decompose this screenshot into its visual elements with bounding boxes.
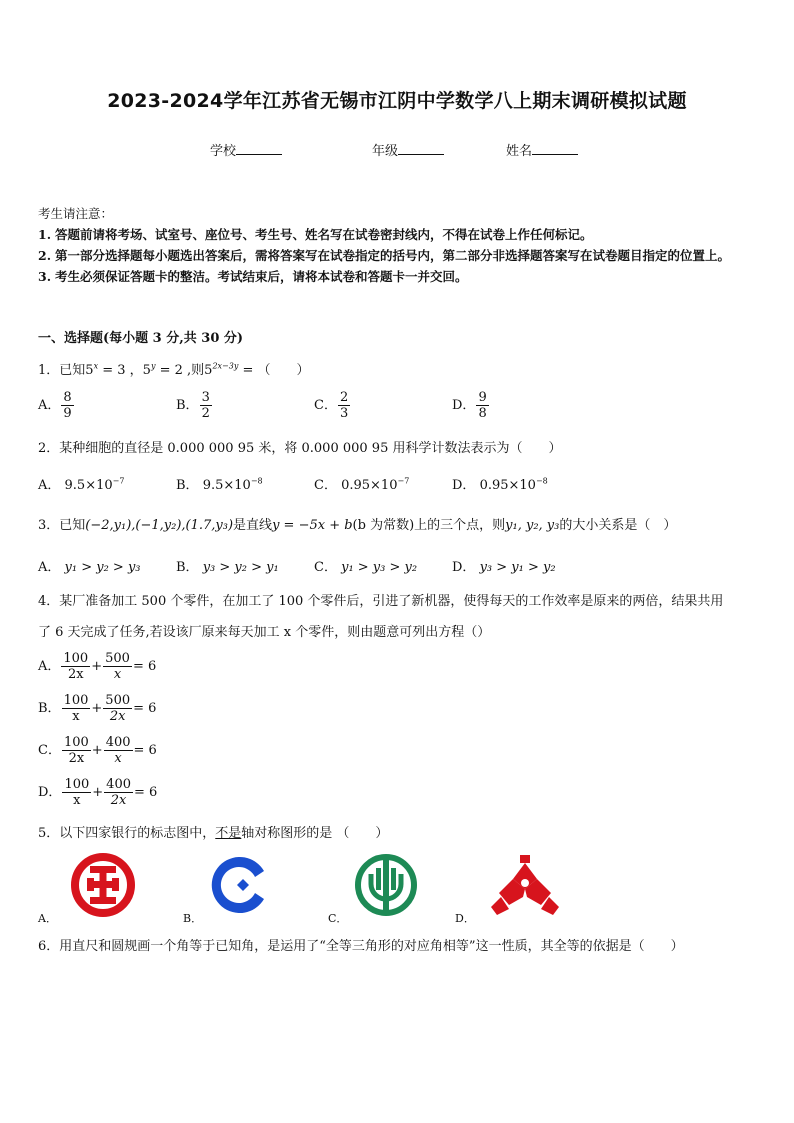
- q3-option-b[interactable]: B． y₃ > y₂ > y₁: [176, 560, 279, 575]
- q2-option-b[interactable]: B． $9.5\times 10^{-8}$: [176, 476, 263, 493]
- q4-option-c[interactable]: C． $\frac{100}{2x}$ + $\frac{400}{x}= 6$: [38, 735, 157, 766]
- q5-option-c[interactable]: C．: [328, 912, 348, 925]
- question-2: 2．某种细胞的直径是 0.000 000 95 米，将 0.000 000 95 用科学计数法表示为（ ）: [38, 441, 562, 456]
- q5-option-b[interactable]: B．: [183, 912, 203, 925]
- q2-option-a[interactable]: A． $9.5\times 10^{-7}$: [38, 476, 125, 493]
- q3-option-c[interactable]: C． y₁ > y₃ > y₂: [314, 560, 418, 575]
- page-title: 2023-2024学年江苏省无锡市江阴中学数学八上期末调研模拟试题: [107, 90, 687, 112]
- question-4: 4．某厂准备加工 500 个零件，在加工了 100 个零件后，引进了新机器，使得每天的工作效率是原来的两倍，结果共用 了 6 天完成了任务,若设该厂原来每天加工 x 个零件，则由题意可列出方程（）: [38, 594, 724, 640]
- q1-option-b[interactable]: B． $\frac{3}{2}$: [176, 390, 210, 421]
- question-1: 1．已知$5^x = 3$ ，$5^y = 2$ ,则$5^{2x-3y}$ = （ ）: [38, 361, 310, 378]
- q4-option-a[interactable]: A． $\frac{100}{2x}$ + $\frac{500}{x}= 6$: [38, 651, 157, 682]
- q1-option-a[interactable]: A． $\frac{8}{9}$: [38, 390, 72, 421]
- ccb-logo-icon: [211, 853, 275, 917]
- question-6: 6．用直尺和圆规画一个角等于已知角，是运用了“全等三角形的对应角相等”这一性质，其全等的依据是（ ）: [38, 939, 684, 954]
- abc-logo-icon: [353, 852, 419, 918]
- section-heading: 一、选择题(每小题 3 分,共 30 分): [38, 331, 244, 346]
- name-blank[interactable]: [532, 142, 578, 155]
- school-label: 学校: [210, 144, 237, 159]
- notice-item-1: 1. 答题前请将考场、试室号、座位号、考生号、姓名写在试卷密封线内，不得在试卷上作任何标记。: [38, 227, 593, 242]
- school-blank[interactable]: [236, 142, 282, 155]
- grade-blank[interactable]: [398, 142, 444, 155]
- grade-label: 年级: [372, 144, 399, 159]
- q5-option-d[interactable]: D．: [455, 912, 475, 925]
- q3-option-d[interactable]: D． y₃ > y₁ > y₂: [452, 560, 556, 575]
- notice-item-3: 3. 考生必须保证答题卡的整洁。考试结束后，请将本试卷和答题卡一并交回。: [38, 269, 468, 284]
- name-field[interactable]: [506, 140, 578, 159]
- q3-option-a[interactable]: A． y₁ > y₂ > y₃: [38, 560, 141, 575]
- icbc-logo-icon: [70, 852, 136, 918]
- school-field[interactable]: [210, 140, 282, 159]
- q2-option-c[interactable]: C． $0.95\times 10^{-7}$: [314, 476, 410, 493]
- construction-bank-red-logo-icon: [489, 853, 561, 919]
- notice-heading: 考生请注意：: [38, 206, 114, 221]
- q1-option-d[interactable]: D． $\frac{9}{8}$: [452, 390, 487, 421]
- notice-item-2: 2. 第一部分选择题每小题选出答案后，需将答案写在试卷指定的括号内，第二部分非选择题答案写在试卷题目指定的位置上。: [38, 248, 731, 263]
- question-5: 5．以下四家银行的标志图中，不是轴对称图形的是 （ ）: [38, 826, 389, 841]
- grade-field[interactable]: [372, 140, 444, 159]
- q4-option-d[interactable]: D． $\frac{100}{x}$ + $\frac{400}{2x}= 6$: [38, 777, 158, 808]
- notice-block: [38, 203, 762, 287]
- q1-option-c[interactable]: C． $\frac{2}{3}$: [314, 390, 349, 421]
- q2-option-d[interactable]: D． $0.95\times 10^{-8}$: [452, 476, 548, 493]
- question-3: 3．已知(−2,y₁),(−1,y₂),(1.7,y₃)是直线y = −5x + b(b 为常数)上的三个点，则y₁, y₂, y₃的大小关系是（ ）: [38, 518, 677, 533]
- q4-option-b[interactable]: B． $\frac{100}{x}$ + $\frac{500}{2x}= 6$: [38, 693, 157, 724]
- name-label: 姓名: [506, 144, 533, 159]
- q5-option-a[interactable]: A．: [38, 912, 57, 925]
